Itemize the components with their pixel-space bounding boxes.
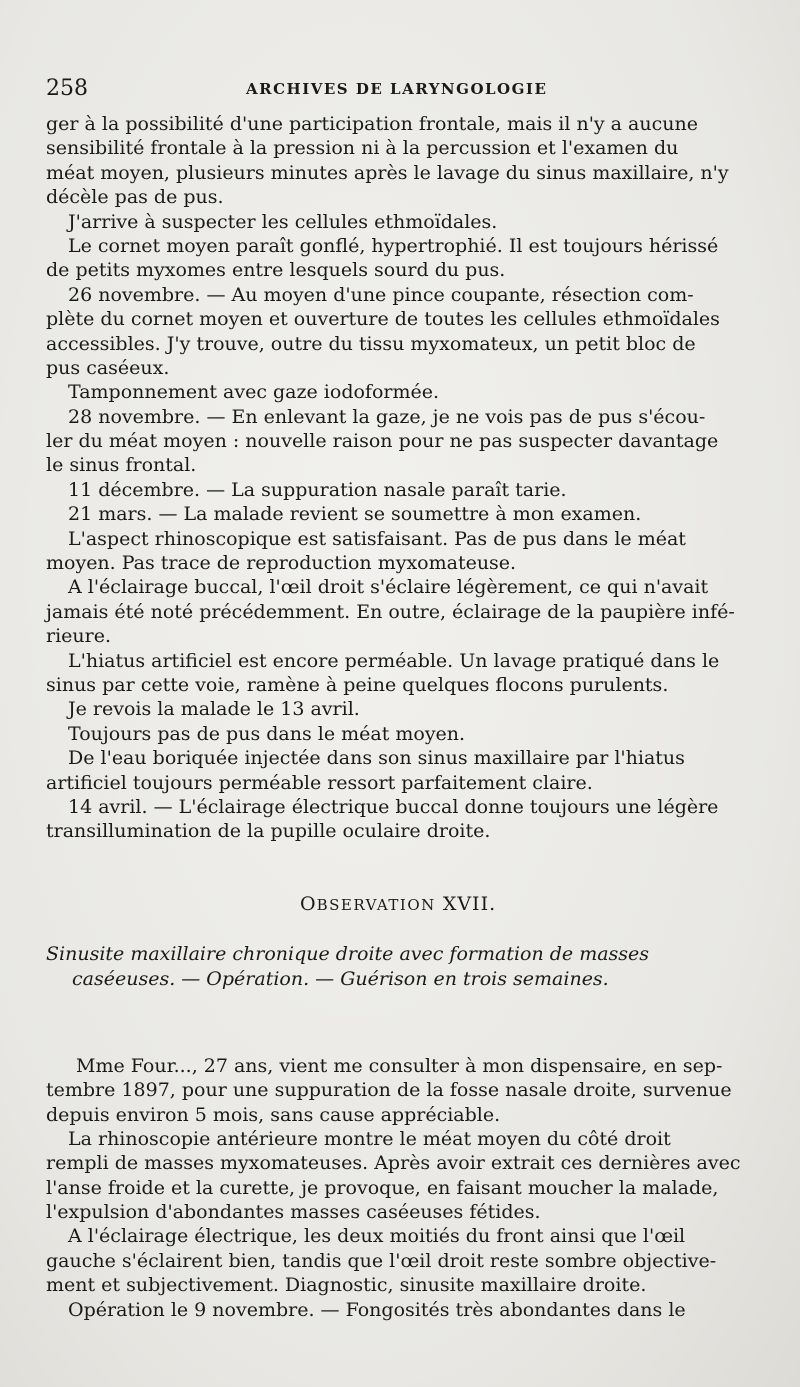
text-line: La rhinoscopie antérieure montre le méat moyen du côté droit (68, 1127, 671, 1150)
observation-subtitle-line: caséeuses. — Opération. — Guérison en trois semaines. (72, 967, 609, 990)
observation-title-word: BSERVATION (316, 895, 436, 914)
text-line: tembre 1897, pour une suppuration de la fosse nasale droite, survenue (46, 1079, 732, 1102)
text-line: A l'éclairage buccal, l'œil droit s'éclaire légèrement, ce qui n'avait (68, 576, 709, 599)
text-line: Mme Four..., 27 ans, vient me consulter à mon dispensaire, en sep- (76, 1054, 723, 1077)
text-line: L'hiatus artificiel est encore perméable. Un lavage pratiqué dans le (68, 649, 720, 672)
text-line: méat moyen, plusieurs minutes après le lavage du sinus maxillaire, n'y (46, 161, 729, 184)
text-line: artificiel toujours perméable ressort parfaitement claire. (46, 771, 593, 794)
text-line: De l'eau boriquée injectée dans son sinus maxillaire par l'hiatus (68, 747, 685, 770)
text-line: 11 décembre. — La suppuration nasale paraît tarie. (68, 478, 567, 501)
observation-subtitle (46, 942, 758, 992)
text-line: ler du méat moyen : nouvelle raison pour ne pas suspecter davantage (46, 430, 719, 453)
observation-title (300, 892, 496, 917)
text-line: pus caséeux. (46, 356, 170, 379)
page-body (46, 112, 758, 1322)
text-line: rempli de masses myxomateuses. Après avoir extrait ces dernières avec (46, 1152, 741, 1175)
running-title: ARCHIVES DE LARYNGOLOGIE (246, 80, 548, 98)
text-line: 28 novembre. — En enlevant la gaze, je ne vois pas de pus s'écou- (68, 405, 706, 428)
text-line: transillumination de la pupille oculaire droite. (46, 820, 491, 843)
text-line: rieure. (46, 625, 112, 648)
text-line: moyen. Pas trace de reproduction myxomateuse. (46, 552, 517, 575)
text-line: l'expulsion d'abondantes masses caséeuses fétides. (46, 1201, 541, 1224)
observation-subtitle-line: Sinusite maxillaire chronique droite avec formation de masses (46, 942, 650, 965)
text-line: 21 mars. — La malade revient se soumettre à mon examen. (68, 503, 642, 526)
text-line: jamais été noté précédemment. En outre, éclairage de la paupière infé- (46, 600, 735, 623)
text-line: L'aspect rhinoscopique est satisfaisant. Pas de pus dans le méat (68, 527, 686, 550)
observation-heading (46, 844, 758, 1040)
text-line: Toujours pas de pus dans le méat moyen. (68, 722, 466, 745)
observation-number: XVII. (442, 892, 497, 915)
observation-title-initial: O (300, 892, 317, 915)
text-line: décèle pas de pus. (46, 186, 224, 209)
text-line: A l'éclairage électrique, les deux moitiés du front ainsi que l'œil (68, 1225, 686, 1248)
text-line: 14 avril. — L'éclairage électrique buccal donne toujours une légère (68, 795, 719, 818)
text-line: Le cornet moyen paraît gonflé, hypertrophié. Il est toujours hérissé (68, 234, 719, 257)
text-line: J'arrive à suspecter les cellules ethmoïdales. (68, 210, 498, 233)
page-number: 258 (46, 76, 88, 101)
text-line: 26 novembre. — Au moyen d'une pince coupante, résection com- (68, 283, 694, 306)
text-line: sensibilité frontale à la pression ni à la percussion et l'examen du (46, 137, 679, 160)
text-line: gauche s'éclairent bien, tandis que l'œil droit reste sombre objective- (46, 1249, 717, 1272)
text-line: Opération le 9 novembre. — Fongosités très abondantes dans le (68, 1298, 686, 1321)
text-line: accessibles. J'y trouve, outre du tissu myxomateux, un petit bloc de (46, 332, 696, 355)
text-line: Je revois la malade le 13 avril. (68, 698, 360, 721)
text-line: de petits myxomes entre lesquels sourd du pus. (46, 259, 506, 282)
text-line: plète du cornet moyen et ouverture de toutes les cellules ethmoïdales (46, 308, 720, 331)
text-line: le sinus frontal. (46, 454, 197, 477)
text-line: l'anse froide et la curette, je provoque, en faisant moucher la malade, (46, 1176, 719, 1199)
text-line: Tamponnement avec gaze iodoformée. (68, 381, 440, 404)
page-header (46, 74, 746, 104)
text-line: sinus par cette voie, ramène à peine quelques flocons purulents. (46, 673, 669, 696)
text-line: ger à la possibilité d'une participation frontale, mais il n'y a aucune (46, 113, 698, 135)
text-line: ment et subjectivement. Diagnostic, sinusite maxillaire droite. (46, 1274, 647, 1297)
text-line: depuis environ 5 mois, sans cause appréciable. (46, 1103, 501, 1126)
